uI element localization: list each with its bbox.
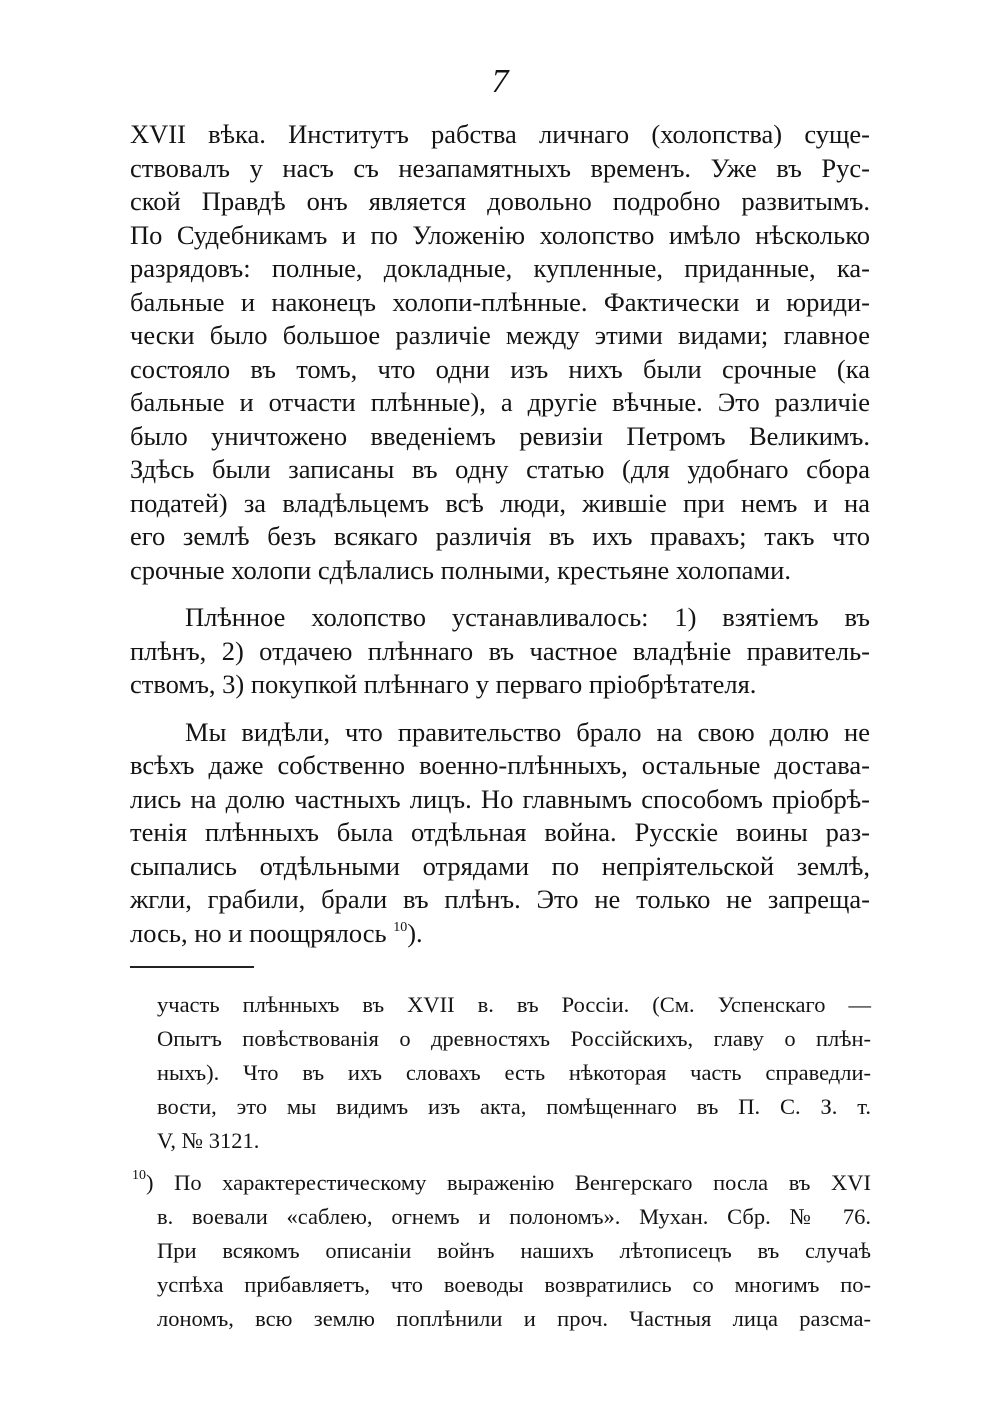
text-line: XVII вѣка. Институтъ рабства личнаго (холопства) суще- (130, 119, 870, 149)
footnote-continuation (157, 988, 871, 1158)
text-line: ствовалъ у насъ съ незапамятныхъ временъ. Уже въ Рус- (130, 152, 870, 183)
paragraph-3 (130, 716, 870, 951)
text-line: состояло въ томъ, что одни изъ нихъ были срочные (ка (130, 353, 870, 384)
text-line (130, 917, 870, 951)
footnote-line: Опытъ повѣствованія о древностяхъ Россійскихъ, главу о плѣн- (157, 1026, 871, 1051)
text-line: бальные и наконецъ холопи-плѣнные. Фактически и юриди- (130, 286, 870, 317)
text-line-start: лось, но и поощрялось (130, 917, 387, 948)
footnote-line: При всякомъ описаніи войнъ нашихъ лѣтописецъ въ случаѣ (157, 1238, 871, 1263)
footnote-marker: 10 (132, 1168, 146, 1183)
footnotes (132, 988, 871, 1336)
paragraph-1 (130, 118, 870, 587)
text-line: его землѣ безъ всякаго различія въ ихъ правахъ; такъ что (130, 521, 870, 551)
text-line: Плѣнное холопство устанавливалось: 1) взятіемъ въ (185, 602, 870, 632)
footnote-marker-paren: ) (146, 1170, 154, 1195)
text-line: Здѣсь были записаны въ одну статью (для удобнаго сбора (130, 454, 870, 484)
footnote-line: участь плѣнныхъ въ XVII в. въ Россіи. (См. Успенскаго — (157, 992, 871, 1017)
footnote-line: вости, это мы видимъ изъ акта, помѣщеннаго въ П. С. З. т. (157, 1094, 871, 1119)
footnote-line (132, 1166, 871, 1200)
text-line: ствомъ, 3) покупкой плѣннаго у перваго пріобрѣтателя. (130, 669, 757, 699)
footnote-line: лономъ, всю землю поплѣнили и проч. Частныя лица разсма- (157, 1306, 871, 1331)
text-line: бальные и отчасти плѣнные), а другіе вѣчные. Это различіе (130, 387, 870, 417)
main-text (130, 118, 870, 950)
text-line: податей) за владѣльцемъ всѣ люди, жившіе при немъ и на (130, 487, 870, 518)
paragraph-2 (130, 601, 870, 702)
text-line-end: ). (407, 917, 423, 948)
text-line: чески было большое различіе между этими видами; главное (130, 320, 870, 350)
footnote-line: успѣха прибавляетъ, что воеводы возвратились со многимъ по- (157, 1272, 871, 1297)
text-line: жгли, грабили, брали въ плѣнъ. Это не только не запреща- (130, 884, 870, 914)
text-line: плѣнъ, 2) отдачею плѣннаго въ частное владѣніе правитель- (130, 635, 870, 666)
text-line: тенія плѣнныхъ была отдѣльная война. Русскіе воины раз- (130, 817, 870, 847)
text-line: разрядовъ: полные, докладные, купленные, приданные, ка- (130, 253, 870, 283)
text-line: По Судебникамъ и по Уложенію холопство имѣло нѣсколько (130, 219, 870, 250)
text-line: сыпались отдѣльными отрядами по непріятельской землѣ, (130, 850, 870, 881)
text-line: было уничтожено введеніемъ ревизіи Петромъ Великимъ. (130, 420, 870, 451)
footnote-line-text: По характерестическому выраженію Венгерскаго посла въ XVI (153, 1170, 871, 1195)
footnote-ref-10[interactable]: 10 (393, 919, 408, 935)
text-line: всѣхъ даже собственно военно-плѣнныхъ, остальные достава- (130, 750, 870, 780)
footnote-divider (130, 966, 254, 968)
footnote-line: ныхъ). Что въ ихъ словахъ есть нѣкоторая часть справедли- (157, 1060, 871, 1085)
text-line: ской Правдѣ онъ является довольно подробно развитымъ. (130, 186, 870, 216)
text-line: Мы видѣли, что правительство брало на свою долю не (185, 716, 870, 747)
footnote-line: V, № 3121. (157, 1128, 260, 1153)
text-line: срочные холопи сдѣлались полными, крестьяне холопами. (130, 554, 791, 585)
footnote-10 (132, 1166, 871, 1336)
text-line: лись на долю частныхъ лицъ. Но главнымъ способомъ пріобрѣ- (130, 783, 870, 814)
footnote-line: в. воевали «саблею, огнемъ и полономъ». Мухан. Сбр. № 76. (157, 1204, 871, 1229)
page-number: 7 (491, 63, 509, 100)
